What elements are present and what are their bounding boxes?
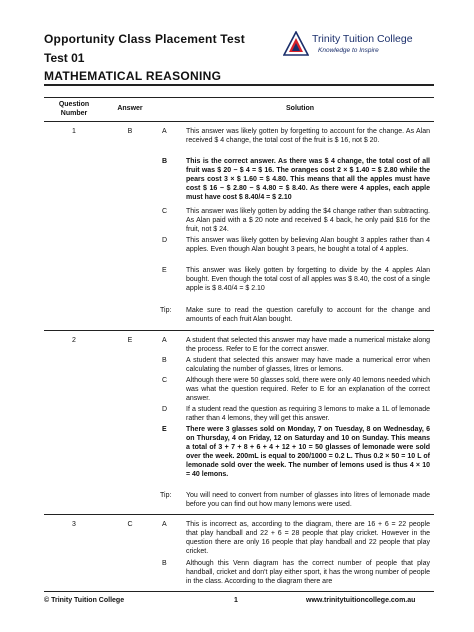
- correct-answer-explanation: There were 3 glasses sold on Monday, 7 on Tuesday, 8 on Wednesday, 6 on Thursday, 4 on Friday, 12 on Saturday and 10 on Sunday. This means a total of 3 + 7 + 8 + 6 + 4 + 12 + 10 = 50 glasses of lemonade were sold over the week. 200mL is equal to 200/1000 = 0.2 L. Thus 0.2 × 50 = 10 L of lemonade sold over the week. The number of lemons used is thus 4 × 10 = 40 lemons.: [186, 426, 430, 478]
- table-header-border: [44, 121, 434, 122]
- tip-label: Tip:: [160, 307, 172, 314]
- option-explanation: This answer was likely gotten by forgetting to account for the change. As Alan received $ 4 change, the total cost of the fruit is $ 16, not $ 20.: [186, 128, 430, 144]
- question-answer: E: [127, 337, 133, 344]
- option-letter: B: [162, 560, 167, 567]
- option-letter: A: [162, 521, 167, 528]
- logo-tagline: Knowledge to Inspire: [318, 47, 379, 54]
- option-explanation: Although this Venn diagram has the correct number of people that play handball, cricket and don't play either sport, it has the wrong number of people in the class. According to the diagram there are: [186, 560, 430, 585]
- question-number: 3: [72, 521, 76, 528]
- option-explanation: A student that selected this answer may have made a numerical error when calculating the number of glasses, litres or lemons.: [186, 357, 430, 373]
- option-letter: C: [162, 208, 168, 215]
- question-number: 1: [72, 128, 76, 135]
- column-header-solution: Solution: [286, 105, 314, 112]
- option-explanation: This answer was likely gotten by believing Alan bought 3 apples rather than 4 apples. Even though Alan bought 3 pears, he bought a total of 4 apples.: [186, 237, 430, 253]
- option-letter: E: [162, 267, 167, 274]
- correct-answer-explanation: This is the correct answer. As there was $ 4 change, the total cost of all fruit was $ 20 − $ 4 = $ 16. The oranges cost 2 × $ 1.40 = $ 2.80 while the pears cost 3 × $ 1.60 = $ 4.80. This means that all the apples must have cost $ 16 − $ 2.80 − $ 4.80 = $ 8.40. As there were 4 apples, each apple must have cost $ 8.40/4 = $ 2.10: [186, 158, 430, 201]
- option-letter: D: [162, 406, 168, 413]
- row-divider: [44, 514, 434, 515]
- option-letter: B: [162, 158, 168, 165]
- option-explanation: If a student read the question as requiring 3 lemons to make a 1L of lemonade rather than 4 lemons, they will get this answer.: [186, 406, 430, 422]
- column-header-question: Question Number: [58, 101, 90, 117]
- tip-text: Make sure to read the question carefully to account for the change and amounts of each fruit Alan bought.: [186, 307, 430, 323]
- option-letter: C: [162, 377, 168, 384]
- option-explanation: This is incorrect as, according to the diagram, there are 16 + 6 = 22 people that play handball and 22 + 6 = 28 people that play cricket. However in the question there are only 16 people that play handball and 22 people that play cricket.: [186, 521, 430, 555]
- option-letter: A: [162, 337, 167, 344]
- table-top-border: [44, 97, 434, 98]
- triangle-logo-icon: [283, 31, 309, 57]
- footer-website: www.trinitytuitioncollege.com.au: [306, 597, 416, 604]
- question-answer: C: [127, 521, 133, 528]
- option-explanation: Although there were 50 glasses sold, there were only 40 lemons needed which was what the question required. Refer to E for an explanation of the correct answer.: [186, 377, 430, 402]
- tip-label: Tip:: [160, 492, 172, 499]
- page-number: 1: [234, 597, 238, 604]
- test-label: Test 01: [44, 51, 85, 65]
- row-divider: [44, 330, 434, 331]
- footer-divider: [44, 591, 434, 592]
- option-letter: E: [162, 426, 167, 433]
- option-explanation: This answer was likely gotten by adding the $4 change rather than subtracting. As Alan paid with a $ 20 note and received $ 4 back, he only paid $16 for the fruit, not $ 24.: [186, 208, 430, 233]
- question-number: 2: [72, 337, 76, 344]
- column-header-answer: Answer: [117, 105, 143, 112]
- tip-text: You will need to convert from number of glasses into litres of lemonade made before you can find out how many lemons were used.: [186, 492, 430, 508]
- option-letter: A: [162, 128, 167, 135]
- option-explanation: A student that selected this answer may have made a numerical mistake along the process. Refer to E for the correct answer.: [186, 337, 430, 353]
- option-explanation: This answer was likely gotten by forgetting to divide by the 4 apples Alan bought. Even though the total cost of all apples was $ 8.40, the cost of a single apple is $ 8.40/4 = $ 2.10: [186, 267, 430, 292]
- college-logo: [283, 31, 433, 61]
- footer-copyright: © Trinity Tuition College: [44, 597, 125, 604]
- option-letter: B: [162, 357, 167, 364]
- document-title: Opportunity Class Placement Test: [44, 32, 245, 46]
- question-answer: B: [127, 128, 133, 135]
- option-letter: D: [162, 237, 168, 244]
- section-title: MATHEMATICAL REASONING: [44, 69, 222, 83]
- header-divider: [44, 84, 434, 86]
- logo-name: Trinity Tuition College: [312, 33, 413, 45]
